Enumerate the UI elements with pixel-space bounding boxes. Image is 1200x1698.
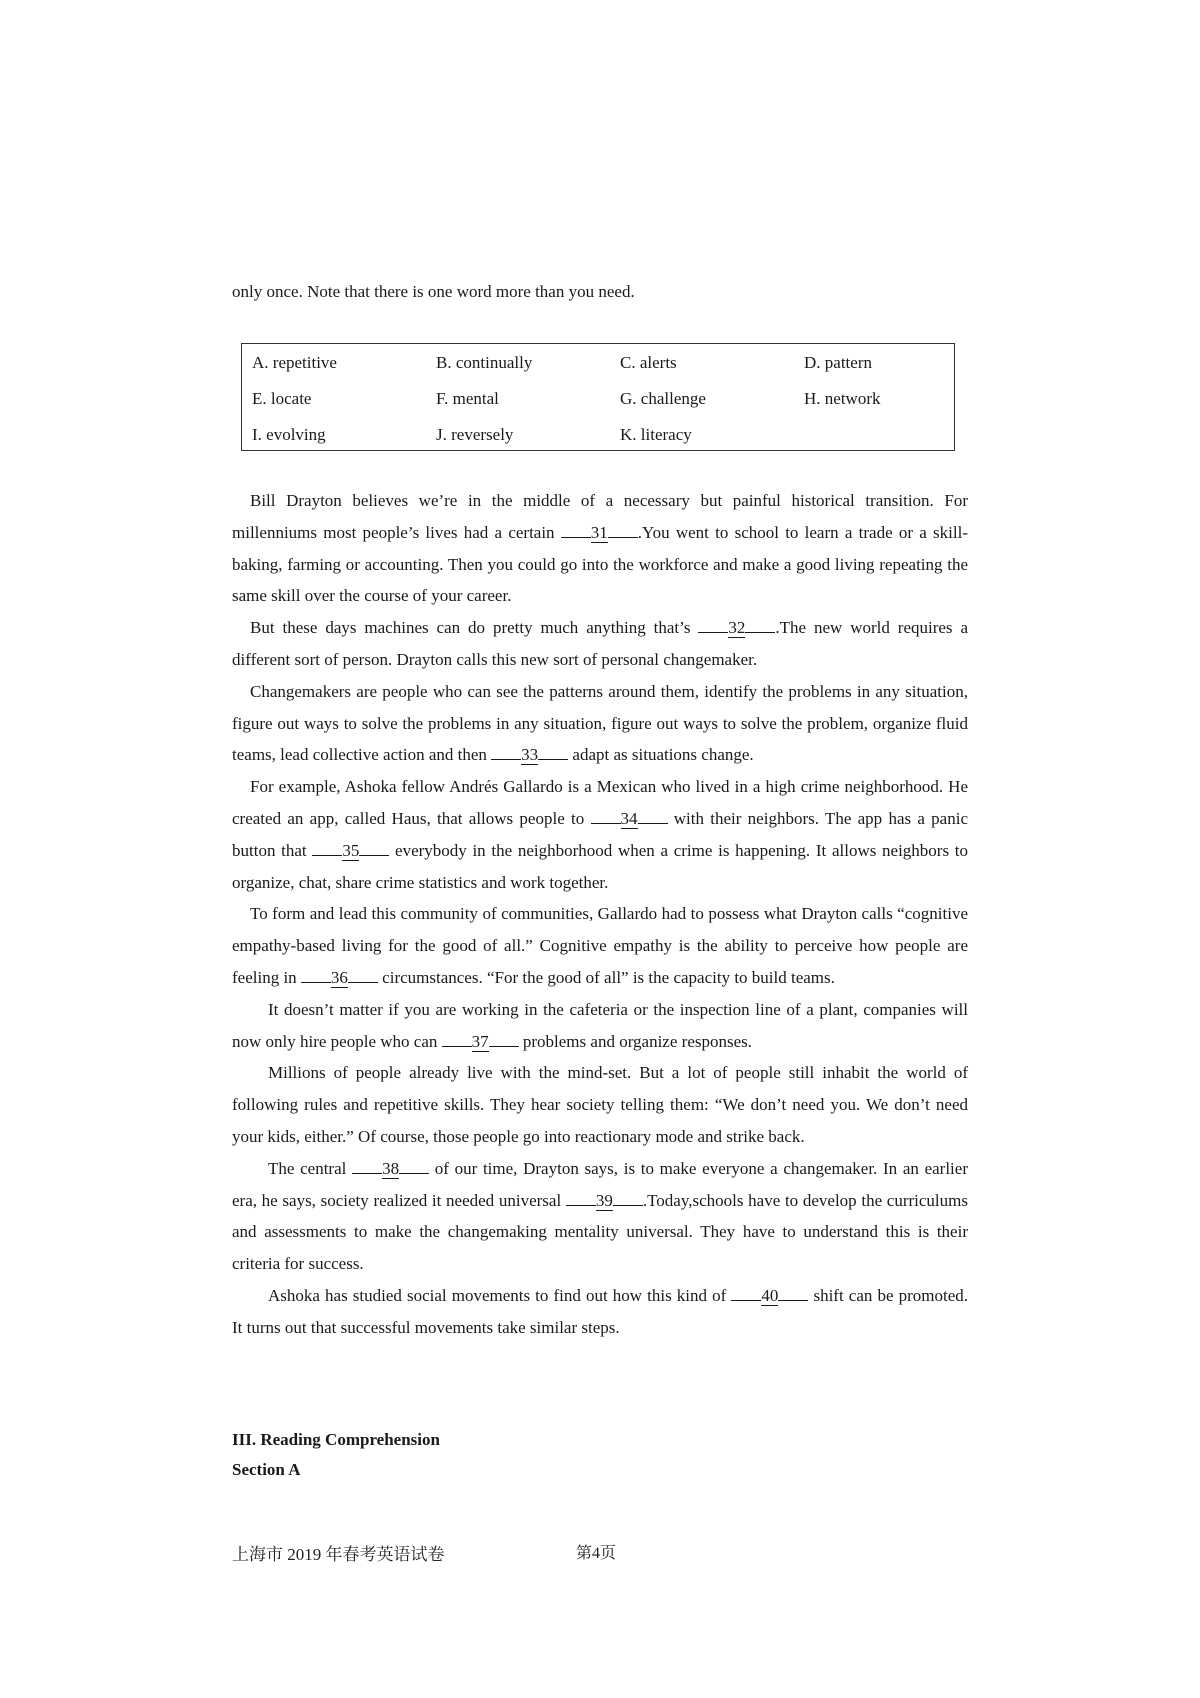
passage-paragraph [232,771,968,898]
passage-paragraph [232,898,968,993]
word-option: B. continually [436,353,533,372]
passage-text: It doesn’t matter if you are working in the cafeteria or the inspection line of a plant, companies will now only hire people who can [232,999,968,1051]
passage-paragraph [232,676,968,771]
passage-text: .The new world requires a different sort of person. Drayton calls this new sort of personal changemaker. [232,618,969,669]
passage-text: For example, Ashoka fellow Andrés Gallardo is a Mexican who lived in a high crime neighborhood. He created an app, called Haus, that allows people to [232,777,968,828]
exam-title-footer: 上海市 2019 年春考英语试卷 [232,1545,445,1564]
word-option: H. network [804,389,881,408]
answer-blank[interactable] [591,809,668,828]
blank-number: 39 [595,1190,613,1210]
word-option: E. locate [252,389,312,408]
blank-number: 32 [728,618,746,638]
word-option: A. repetitive [252,353,337,372]
passage-text: everybody in the neighborhood when a crime is happening. It allows neighbors to organize, chat, share crime statistics and work together. [232,840,968,892]
answer-blank[interactable] [301,968,378,987]
blank-number: 31 [590,522,608,542]
answer-blank[interactable] [312,841,389,860]
word-option: I. evolving [252,425,326,444]
word-option: J. reversely [436,425,514,444]
passage-text: circumstances. “For the good of all” is the capacity to build teams. [377,967,835,987]
blank-number: 34 [620,808,638,828]
blank-number: 33 [521,745,539,765]
answer-blank[interactable] [491,745,568,764]
passage-paragraph [232,612,968,676]
passage-text: But these days machines can do pretty much anything that’s [250,618,699,638]
passage-text: with their neighbors. The app has a panic button that [232,808,968,860]
subsection-heading: Section A [232,1460,301,1479]
cloze-passage [232,485,968,1344]
section-heading: III. Reading Comprehension [232,1430,440,1449]
passage-text: Changemakers are people who can see the patterns around them, identify the problems in any situation, figure out ways to solve the problems in any situation, figure out ways to solve the problem, organize fluid teams, lead collective action and then [232,681,968,765]
answer-blank[interactable] [352,1159,429,1178]
answer-blank[interactable] [442,1032,519,1051]
blank-number: 37 [471,1031,489,1051]
passage-text: Bill Drayton believes we’re in the middle of a necessary but painful historical transition. For millenniums most people’s lives had a certain [232,491,968,542]
answer-blank[interactable] [561,523,638,542]
word-option: G. challenge [620,389,706,408]
answer-blank[interactable] [698,618,775,637]
word-bank-grid [252,350,944,448]
passage-text: Ashoka has studied social movements to find out how this kind of [268,1285,732,1305]
answer-blank[interactable] [566,1191,643,1210]
blank-number: 36 [330,967,348,987]
word-bank-box [241,343,955,451]
passage-text: adapt as situations change. [568,745,754,765]
passage-paragraph [232,1153,968,1280]
passage-text: shift can be promoted. It turns out that successful movements take similar steps. [232,1285,968,1337]
passage-text: problems and organize responses. [518,1031,753,1051]
passage-paragraph [232,1280,968,1344]
word-option: D. pattern [804,353,872,372]
word-option: F. mental [436,389,499,408]
word-option: C. alerts [620,353,677,372]
passage-text: Millions of people already live with the mind-set. But a lot of people still inhabit the world of following rules and repetitive skills. They hear society telling them: “We don’t need you. We don’t need your kids, either.” Of course, those people go into reactionary mode and strike back. [232,1063,968,1146]
passage-text: To form and lead this community of communities, Gallardo had to possess what Drayton calls “cognitive empathy-based living for the good of all.” Cognitive empathy is the ability to perceive how people are feeling in [232,904,968,987]
blank-number: 35 [342,840,360,860]
passage-paragraph [232,994,968,1058]
passage-text: of our time, Drayton says, is to make everyone a changemaker. In an earlier era, he says, society realized it needed universal [232,1158,968,1210]
blank-number: 38 [382,1158,400,1178]
word-option [804,422,954,448]
word-option: K. literacy [620,425,692,444]
instruction-text: only once. Note that there is one word more than you need. [232,282,635,301]
passage-paragraph [232,1057,968,1152]
page-number: 第4页 [576,1545,617,1562]
passage-paragraph [232,485,968,612]
answer-blank[interactable] [731,1286,808,1305]
passage-text: .You went to school to learn a trade or a skill-baking, farming or accounting. Then you could go into the workforce and make a good living repeating the same skill over the course of your career. [232,522,968,606]
passage-text: .Today,schools have to develop the curriculums and assessments to make the changemaking mentality universal. They have to understand this is their criteria for success. [232,1190,968,1274]
blank-number: 40 [761,1285,779,1305]
passage-text: The central [268,1158,353,1178]
